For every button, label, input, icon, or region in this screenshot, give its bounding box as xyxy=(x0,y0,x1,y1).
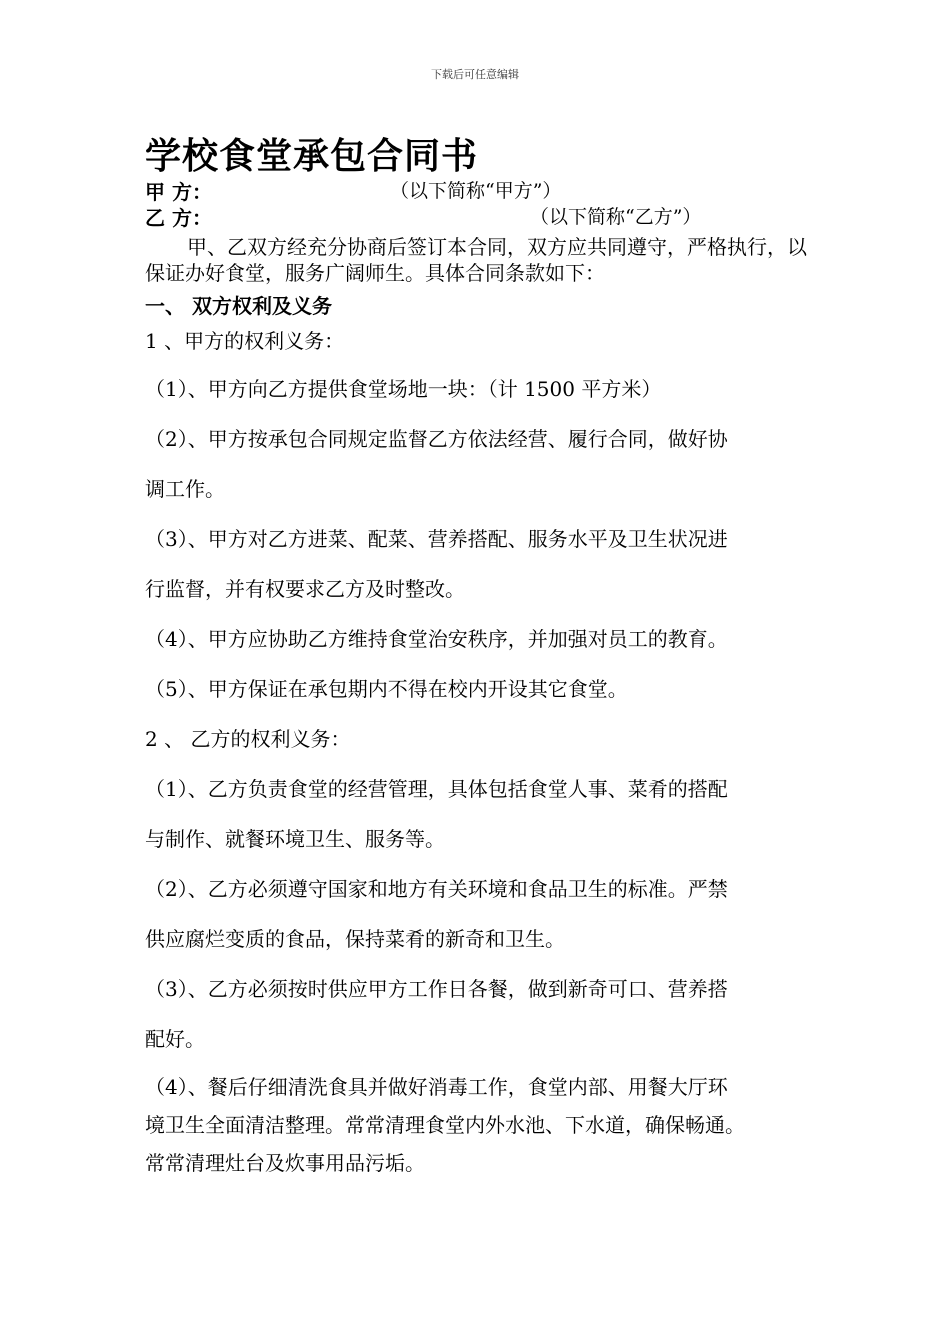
intro-paragraph: 甲、乙双方经充分协商后签订本合同，双方应共同遵守，严格执行，以保证办好食堂，服务广阔师生。具体合同条款如下： xyxy=(145,235,807,285)
clause-line: 行监督，并有权要求乙方及时整改。 xyxy=(145,577,465,601)
clause-line: 供应腐烂变质的食品，保持菜肴的新奇和卫生。 xyxy=(145,927,565,951)
party-a-label: 甲 方： xyxy=(145,180,212,204)
sub-heading-party-a: 1 、甲方的权利义务： xyxy=(145,329,345,353)
clause-line: 境卫生全面清洁整理。常常清理食堂内外水池、下水道，确保畅通。 xyxy=(145,1113,745,1137)
party-a-note: （以下简称“甲方”） xyxy=(390,180,562,202)
clause-line: （5）、甲方保证在承包期内不得在校内开设其它食堂。 xyxy=(145,677,628,701)
clause-line: 常常清理灶台及炊事用品污垢。 xyxy=(145,1151,425,1175)
clause-line: （4）、甲方应协助乙方维持食堂治安秩序，并加强对员工的教育。 xyxy=(145,627,728,651)
sub-heading-party-b: 2 、 乙方的权利义务： xyxy=(145,727,351,751)
section-heading: 一、 双方权利及义务 xyxy=(145,294,332,318)
clause-line: （2）、甲方按承包合同规定监督乙方依法经营、履行合同，做好协 xyxy=(145,427,728,451)
header-note: 下载后可任意编辑 xyxy=(431,68,519,81)
document-title: 学校食堂承包合同书 xyxy=(145,136,479,177)
clause-line: （2）、乙方必须遵守国家和地方有关环境和食品卫生的标准。严禁 xyxy=(145,877,728,901)
clause-line: （1）、乙方负责食堂的经营管理，具体包括食堂人事、菜肴的搭配 xyxy=(145,777,728,801)
clause-line: （3）、乙方必须按时供应甲方工作日各餐，做到新奇可口、营养搭 xyxy=(145,977,728,1001)
clause-line: 配好。 xyxy=(145,1027,205,1051)
party-b-note: （以下简称“乙方”） xyxy=(530,206,702,228)
clause-line: （1）、甲方向乙方提供食堂场地一块：（计 1500 平方米） xyxy=(145,377,662,401)
clause-line: （3）、甲方对乙方进菜、配菜、营养搭配、服务水平及卫生状况进 xyxy=(145,527,728,551)
party-b-label: 乙 方： xyxy=(145,206,212,230)
clause-line: （4）、餐后仔细清洗食具并做好消毒工作，食堂内部、用餐大厅环 xyxy=(145,1075,728,1099)
clause-line: 调工作。 xyxy=(145,477,225,501)
clause-line: 与制作、就餐环境卫生、服务等。 xyxy=(145,827,445,851)
